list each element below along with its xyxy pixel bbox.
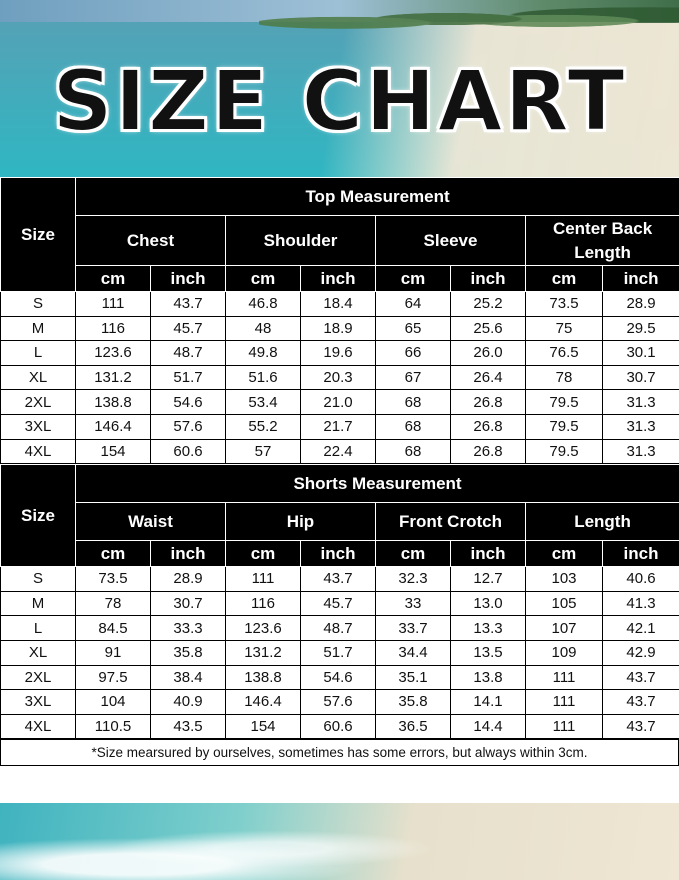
measurement-cell: 111 xyxy=(526,714,603,739)
table-row xyxy=(1,665,679,690)
unit-header: cm xyxy=(376,266,451,292)
measurement-cell: 105 xyxy=(526,591,603,616)
table-row xyxy=(1,365,679,390)
measurement-cell: 43.7 xyxy=(603,665,679,690)
table-row xyxy=(1,714,679,739)
measurement-cell: 36.5 xyxy=(376,714,451,739)
measurement-cell: 84.5 xyxy=(76,616,151,641)
measurement-cell: 67 xyxy=(376,365,451,390)
measurement-cell: 34.4 xyxy=(376,640,451,665)
measurement-cell: 45.7 xyxy=(151,316,226,341)
measurement-cell: 60.6 xyxy=(151,439,226,464)
measurement-cell: 51.7 xyxy=(151,365,226,390)
measurement-cell: 97.5 xyxy=(76,665,151,690)
size-column-header: Size xyxy=(1,178,76,292)
measurement-cell: 30.1 xyxy=(603,341,679,366)
measurement-cell: 107 xyxy=(526,616,603,641)
unit-header: cm xyxy=(376,541,451,567)
measurement-cell: 43.7 xyxy=(151,292,226,317)
measurement-cell: 22.4 xyxy=(301,439,376,464)
top-measurement-header: Top Measurement xyxy=(76,178,679,216)
unit-header: inch xyxy=(451,541,526,567)
measurement-cell: 30.7 xyxy=(151,591,226,616)
measurement-cell: 26.8 xyxy=(451,439,526,464)
size-label: XL xyxy=(1,640,76,665)
measurement-cell: 116 xyxy=(76,316,151,341)
unit-header: cm xyxy=(226,541,301,567)
measurement-cell: 111 xyxy=(226,567,301,592)
table-row xyxy=(1,439,679,464)
size-label: S xyxy=(1,567,76,592)
measurement-cell: 103 xyxy=(526,567,603,592)
size-label: M xyxy=(1,316,76,341)
unit-header: inch xyxy=(301,266,376,292)
measurement-cell: 64 xyxy=(376,292,451,317)
center-back-length-header: Center Back Length xyxy=(526,216,679,266)
measurement-cell: 41.3 xyxy=(603,591,679,616)
measurement-cell: 76.5 xyxy=(526,341,603,366)
size-label: 3XL xyxy=(1,690,76,715)
measurement-cell: 13.5 xyxy=(451,640,526,665)
measurement-cell: 21.7 xyxy=(301,414,376,439)
measurement-cell: 28.9 xyxy=(603,292,679,317)
unit-header: inch xyxy=(603,266,679,292)
measurement-cell: 68 xyxy=(376,414,451,439)
measurement-cell: 73.5 xyxy=(76,567,151,592)
measurement-cell: 65 xyxy=(376,316,451,341)
table-row xyxy=(1,316,679,341)
measurement-cell: 43.7 xyxy=(603,714,679,739)
unit-header: inch xyxy=(451,266,526,292)
measurement-cell: 19.6 xyxy=(301,341,376,366)
measurement-cell: 21.0 xyxy=(301,390,376,415)
measurement-cell: 111 xyxy=(526,690,603,715)
measurement-cell: 154 xyxy=(226,714,301,739)
measurement-cell: 68 xyxy=(376,439,451,464)
measurement-cell: 31.3 xyxy=(603,439,679,464)
measurement-cell: 14.1 xyxy=(451,690,526,715)
table-row xyxy=(1,616,679,641)
measurement-cell: 45.7 xyxy=(301,591,376,616)
measurement-cell: 51.7 xyxy=(301,640,376,665)
measurement-cell: 26.4 xyxy=(451,365,526,390)
measurement-cell: 154 xyxy=(76,439,151,464)
measurement-cell: 109 xyxy=(526,640,603,665)
unit-header: cm xyxy=(526,541,603,567)
measurement-cell: 46.8 xyxy=(226,292,301,317)
measurement-cell: 55.2 xyxy=(226,414,301,439)
measurement-cell: 53.4 xyxy=(226,390,301,415)
measurement-cell: 54.6 xyxy=(301,665,376,690)
table-row xyxy=(1,414,679,439)
measurement-cell: 20.3 xyxy=(301,365,376,390)
measurement-cell: 51.6 xyxy=(226,365,301,390)
length-header: Length xyxy=(526,503,679,541)
measurement-cell: 43.5 xyxy=(151,714,226,739)
measurement-cell: 75 xyxy=(526,316,603,341)
measurement-cell: 48.7 xyxy=(301,616,376,641)
measurement-cell: 79.5 xyxy=(526,414,603,439)
measurement-cell: 40.6 xyxy=(603,567,679,592)
measurement-cell: 48.7 xyxy=(151,341,226,366)
size-label: XL xyxy=(1,365,76,390)
measurement-cell: 31.3 xyxy=(603,390,679,415)
size-label: L xyxy=(1,341,76,366)
measurement-cell: 131.2 xyxy=(226,640,301,665)
unit-header: cm xyxy=(226,266,301,292)
size-label: 3XL xyxy=(1,414,76,439)
measurement-cell: 57 xyxy=(226,439,301,464)
measurement-cell: 110.5 xyxy=(76,714,151,739)
unit-header: cm xyxy=(76,541,151,567)
measurement-cell: 30.7 xyxy=(603,365,679,390)
top-measurement-table xyxy=(0,177,679,464)
measurement-cell: 131.2 xyxy=(76,365,151,390)
measurement-cell: 104 xyxy=(76,690,151,715)
measurement-cell: 43.7 xyxy=(301,567,376,592)
measurement-cell: 28.9 xyxy=(151,567,226,592)
measurement-cell: 68 xyxy=(376,390,451,415)
shorts-measurement-table xyxy=(0,464,679,739)
measurement-cell: 18.4 xyxy=(301,292,376,317)
size-label: S xyxy=(1,292,76,317)
table-row xyxy=(1,591,679,616)
measurement-cell: 123.6 xyxy=(226,616,301,641)
measurement-cell: 13.0 xyxy=(451,591,526,616)
measurement-note: *Size mearsured by ourselves, sometimes has some errors, but always within 3cm. xyxy=(0,739,679,766)
table-row xyxy=(1,292,679,317)
measurement-cell: 29.5 xyxy=(603,316,679,341)
measurement-cell: 57.6 xyxy=(151,414,226,439)
unit-header: inch xyxy=(603,541,679,567)
measurement-cell: 49.8 xyxy=(226,341,301,366)
measurement-cell: 32.3 xyxy=(376,567,451,592)
measurement-cell: 91 xyxy=(76,640,151,665)
measurement-cell: 38.4 xyxy=(151,665,226,690)
unit-header: inch xyxy=(151,541,226,567)
measurement-cell: 42.9 xyxy=(603,640,679,665)
measurement-cell: 25.6 xyxy=(451,316,526,341)
table-row xyxy=(1,567,679,592)
measurement-cell: 14.4 xyxy=(451,714,526,739)
measurement-cell: 138.8 xyxy=(226,665,301,690)
measurement-cell: 66 xyxy=(376,341,451,366)
measurement-cell: 123.6 xyxy=(76,341,151,366)
table-row xyxy=(1,640,679,665)
measurement-cell: 78 xyxy=(76,591,151,616)
size-label: L xyxy=(1,616,76,641)
measurement-cell: 146.4 xyxy=(226,690,301,715)
shorts-measurement-header: Shorts Measurement xyxy=(76,465,679,503)
size-label: 4XL xyxy=(1,714,76,739)
sleeve-header: Sleeve xyxy=(376,216,526,266)
measurement-cell: 54.6 xyxy=(151,390,226,415)
measurement-cell: 26.8 xyxy=(451,414,526,439)
size-chart-title: SIZE CHART xyxy=(52,52,627,150)
measurement-cell: 31.3 xyxy=(603,414,679,439)
unit-header: inch xyxy=(301,541,376,567)
measurement-cell: 43.7 xyxy=(603,690,679,715)
unit-header: cm xyxy=(526,266,603,292)
measurement-cell: 33 xyxy=(376,591,451,616)
measurement-cell: 33.7 xyxy=(376,616,451,641)
measurement-cell: 18.9 xyxy=(301,316,376,341)
measurement-cell: 13.3 xyxy=(451,616,526,641)
measurement-cell: 79.5 xyxy=(526,390,603,415)
unit-header: cm xyxy=(76,266,151,292)
table-row xyxy=(1,390,679,415)
hip-header: Hip xyxy=(226,503,376,541)
measurement-cell: 73.5 xyxy=(526,292,603,317)
measurement-cell: 35.8 xyxy=(376,690,451,715)
measurement-cell: 60.6 xyxy=(301,714,376,739)
measurement-cell: 33.3 xyxy=(151,616,226,641)
size-label: 2XL xyxy=(1,390,76,415)
measurement-cell: 111 xyxy=(76,292,151,317)
size-label: M xyxy=(1,591,76,616)
measurement-cell: 138.8 xyxy=(76,390,151,415)
size-column-header: Size xyxy=(1,465,76,567)
chest-header: Chest xyxy=(76,216,226,266)
palm-trees-background xyxy=(259,0,679,38)
measurement-cell: 111 xyxy=(526,665,603,690)
measurement-cell: 57.6 xyxy=(301,690,376,715)
table-row xyxy=(1,341,679,366)
waist-header: Waist xyxy=(76,503,226,541)
measurement-cell: 35.1 xyxy=(376,665,451,690)
measurement-cell: 116 xyxy=(226,591,301,616)
measurement-cell: 26.8 xyxy=(451,390,526,415)
size-chart-tables xyxy=(0,177,679,803)
unit-header: inch xyxy=(151,266,226,292)
size-label: 4XL xyxy=(1,439,76,464)
measurement-cell: 79.5 xyxy=(526,439,603,464)
measurement-cell: 40.9 xyxy=(151,690,226,715)
front-crotch-header: Front Crotch xyxy=(376,503,526,541)
shoulder-header: Shoulder xyxy=(226,216,376,266)
size-label: 2XL xyxy=(1,665,76,690)
measurement-cell: 25.2 xyxy=(451,292,526,317)
measurement-cell: 12.7 xyxy=(451,567,526,592)
table-row xyxy=(1,690,679,715)
measurement-cell: 48 xyxy=(226,316,301,341)
measurement-cell: 13.8 xyxy=(451,665,526,690)
measurement-cell: 42.1 xyxy=(603,616,679,641)
measurement-cell: 78 xyxy=(526,365,603,390)
measurement-cell: 26.0 xyxy=(451,341,526,366)
measurement-cell: 146.4 xyxy=(76,414,151,439)
measurement-cell: 35.8 xyxy=(151,640,226,665)
beach-waves-background xyxy=(0,802,679,880)
